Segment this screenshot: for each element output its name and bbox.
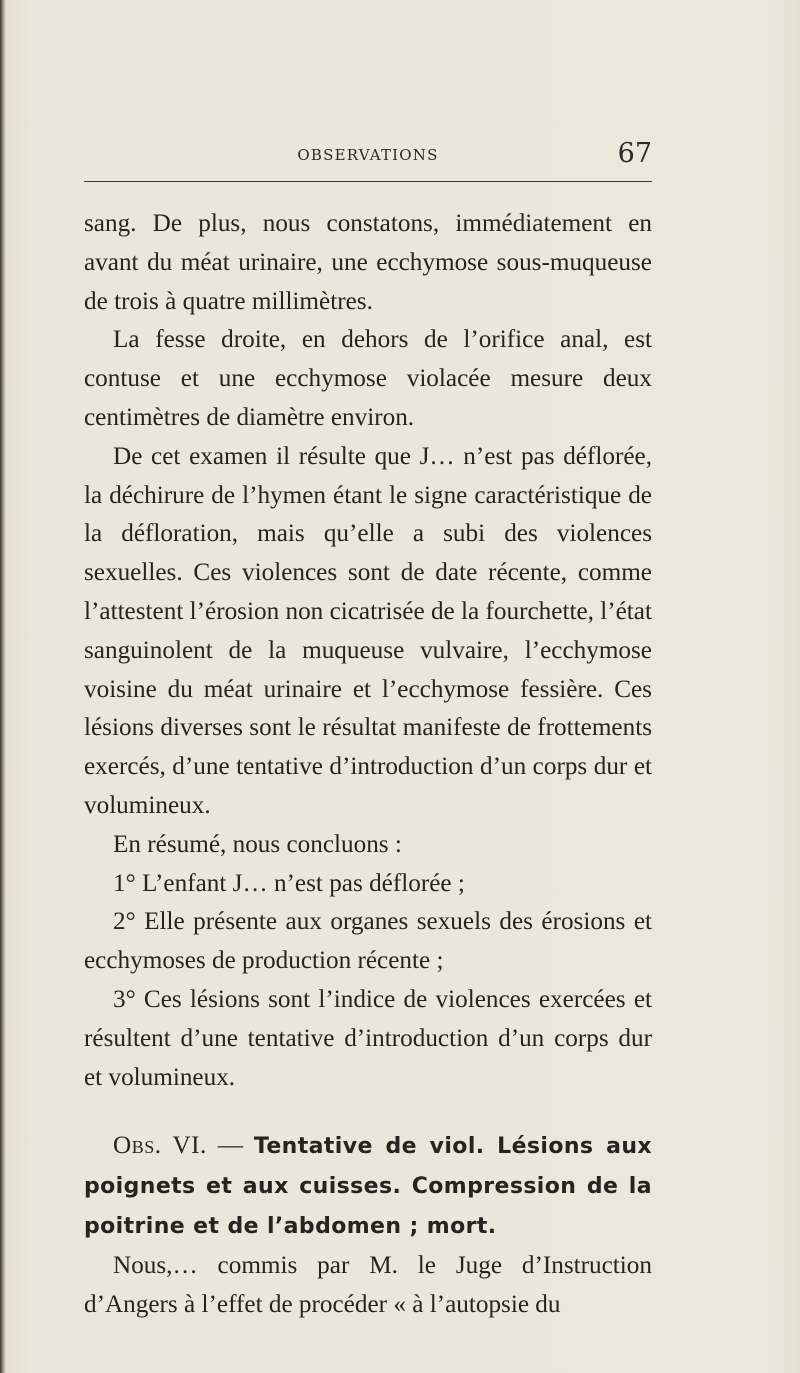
observation-label: Obs. VI.	[113, 1132, 207, 1160]
header-rule	[84, 181, 652, 182]
observation-heading	[84, 1127, 652, 1246]
page-header	[84, 138, 652, 178]
running-title: OBSERVATIONS	[297, 146, 439, 164]
paragraph: La fesse droite, en dehors de l’orifice anal, est contuse et une ecchymose violacée mesure deux centimètres de diamètre environ.	[84, 326, 652, 431]
conclusion-item: 1° L’enfant J… n’est pas déflorée ;	[113, 869, 465, 897]
paragraph: De cet examen il résulte que J… n’est pas déflorée, la déchirure de l’hymen étant le signe caractéristique de la défloration, mais qu’elle a subi des violences sexuelles. Ces violences sont de date récente, comme l’attestent l’érosion non cicatrisée de la fourchette, l’état sanguinolent de la muqueuse vulvaire, l’ecchymose voisine du méat urinaire et l’ecchymose fessière. Ces lésions diverses sont le résultat manifeste de frottements exercés, d’une tentative d’introduction d’un corps dur et volumineux.	[84, 442, 652, 819]
paragraph-summary-intro: En résumé, nous concluons :	[113, 830, 402, 858]
page-binding-edge	[0, 0, 6, 1373]
observation-title: Tentative de viol. Lésions aux poignets et aux cuisses. Compression de la poitrine et de l’abdomen ; mort.	[84, 1134, 652, 1239]
paragraph-continued: sang. De plus, nous constatons, immédiatement en avant du méat urinaire, une ecchymose sous-muqueuse de trois à quatre millimètres.	[84, 210, 652, 315]
body-text	[84, 205, 652, 1324]
conclusion-item: 3° Ces lésions sont l’indice de violences exercées et résultent d’une tentative d’introduction d’un corps dur et volumineux.	[84, 985, 652, 1091]
observation-dash: —	[206, 1132, 254, 1160]
observation-text: Nous,… commis par M. le Juge d’Instruction d’Angers à l’effet de procéder « à l’autopsie du	[84, 1251, 652, 1318]
conclusion-item: 2° Elle présente aux organes sexuels des érosions et ecchymoses de production récente ;	[84, 908, 652, 975]
page-number: 67	[617, 138, 652, 169]
section-gap	[84, 1097, 652, 1127]
